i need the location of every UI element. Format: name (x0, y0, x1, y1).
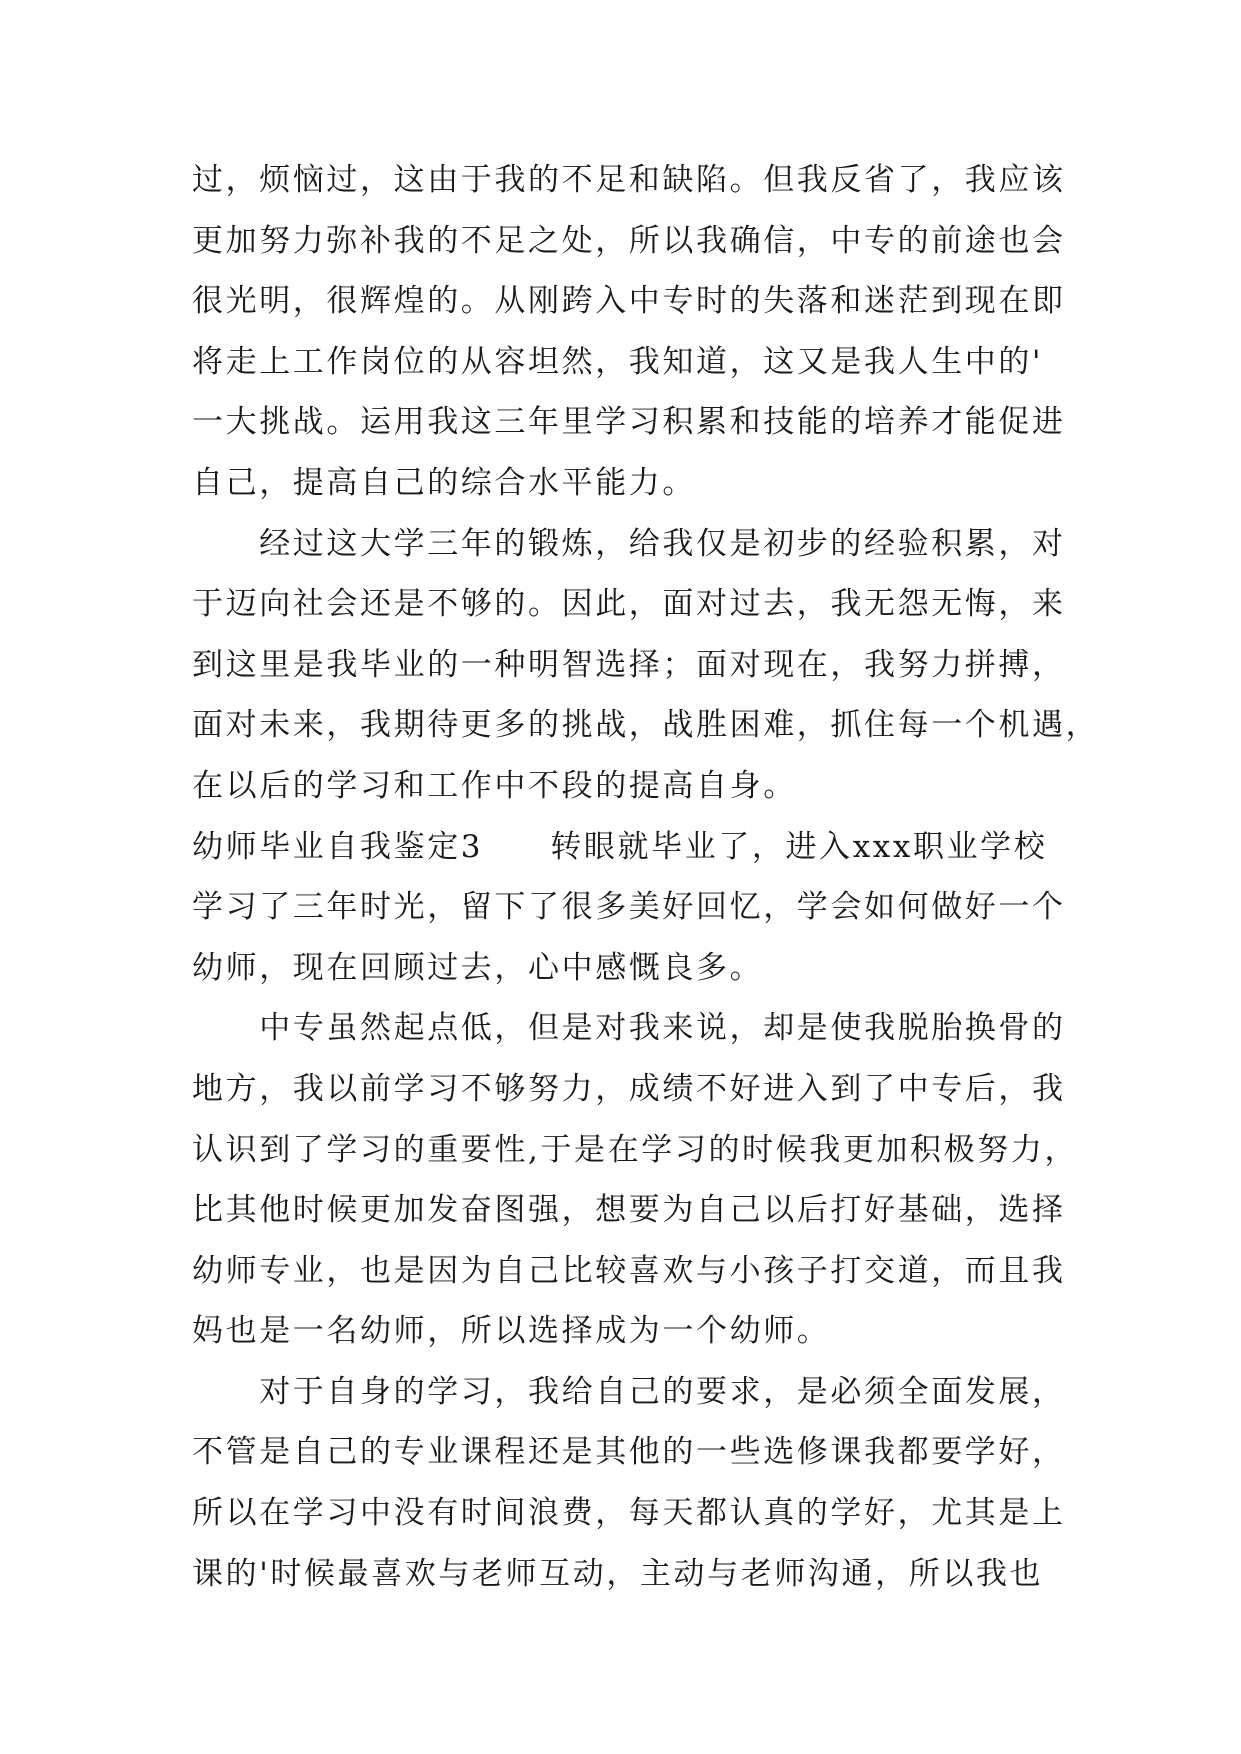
text-line: 一大挑战。运用我这三年里学习积累和技能的培养才能促进 (192, 404, 1066, 441)
text-line: 于迈向社会还是不够的。因此，面对过去，我无怨无悔，来 (192, 586, 1066, 623)
text-line: 很光明，很辉煌的。从刚跨入中专时的失落和迷茫到现在即 (192, 283, 1066, 320)
text-line: 不管是自己的专业课程还是其他的一些选修课我都要学好， (192, 1434, 1066, 1471)
text-line: 课的'时候最喜欢与老师互动，主动与老师沟通，所以我也 (192, 1555, 1044, 1592)
text-line: 将走上工作岗位的从容坦然，我知道，这又是我人生中的' (192, 343, 1044, 380)
text-line: 比其他时候更加发奋图强，想要为自己以后打好基础，选择 (192, 1192, 1066, 1229)
text-line: 到这里是我毕业的一种明智选择；面对现在，我努力拼搏， (192, 646, 1066, 683)
text-line: 过，烦恼过，这由于我的不足和缺陷。但我反省了，我应该 (192, 162, 1066, 198)
text-line: 幼师专业，也是因为自己比较喜欢与小孩子打交道，而且我 (192, 1252, 1066, 1289)
section-heading-line: 幼师毕业自我鉴定3 转眼就毕业了，进入xxx职业学校 (192, 828, 1048, 865)
text-line: 地方，我以前学习不够努力，成绩不好进入到了中专后，我 (192, 1070, 1066, 1107)
text-line: 妈也是一名幼师，所以选择成为一个幼师。 (192, 1313, 831, 1350)
text-line: 幼师，现在回顾过去，心中感慨良多。 (192, 949, 764, 986)
document-body (192, 150, 1100, 1604)
text-line: 在以后的学习和工作中不段的提高自身。 (192, 767, 797, 804)
text-line: 经过这大学三年的锻炼，给我仅是初步的经验积累，对 (192, 525, 1066, 562)
text-line: 学习了三年时光，留下了很多美好回忆，学会如何做好一个 (192, 889, 1066, 926)
text-line: 自己，提高自己的综合水平能力。 (192, 464, 696, 501)
text-line: 对于自身的学习，我给自己的要求，是必须全面发展， (192, 1373, 1066, 1410)
text-line: 认识到了学习的重要性,于是在学习的时候我更加积极努力， (192, 1131, 1079, 1168)
text-line: 更加努力弥补我的不足之处，所以我确信，中专的前途也会 (192, 222, 1066, 259)
text-line: 面对未来，我期待更多的挑战，战胜困难，抓住每一个机遇， (192, 707, 1100, 744)
text-line: 所以在学习中没有时间浪费，每天都认真的学好，尤其是上 (192, 1495, 1066, 1532)
text-line: 中专虽然起点低，但是对我来说，却是使我脱胎换骨的 (192, 1010, 1066, 1047)
